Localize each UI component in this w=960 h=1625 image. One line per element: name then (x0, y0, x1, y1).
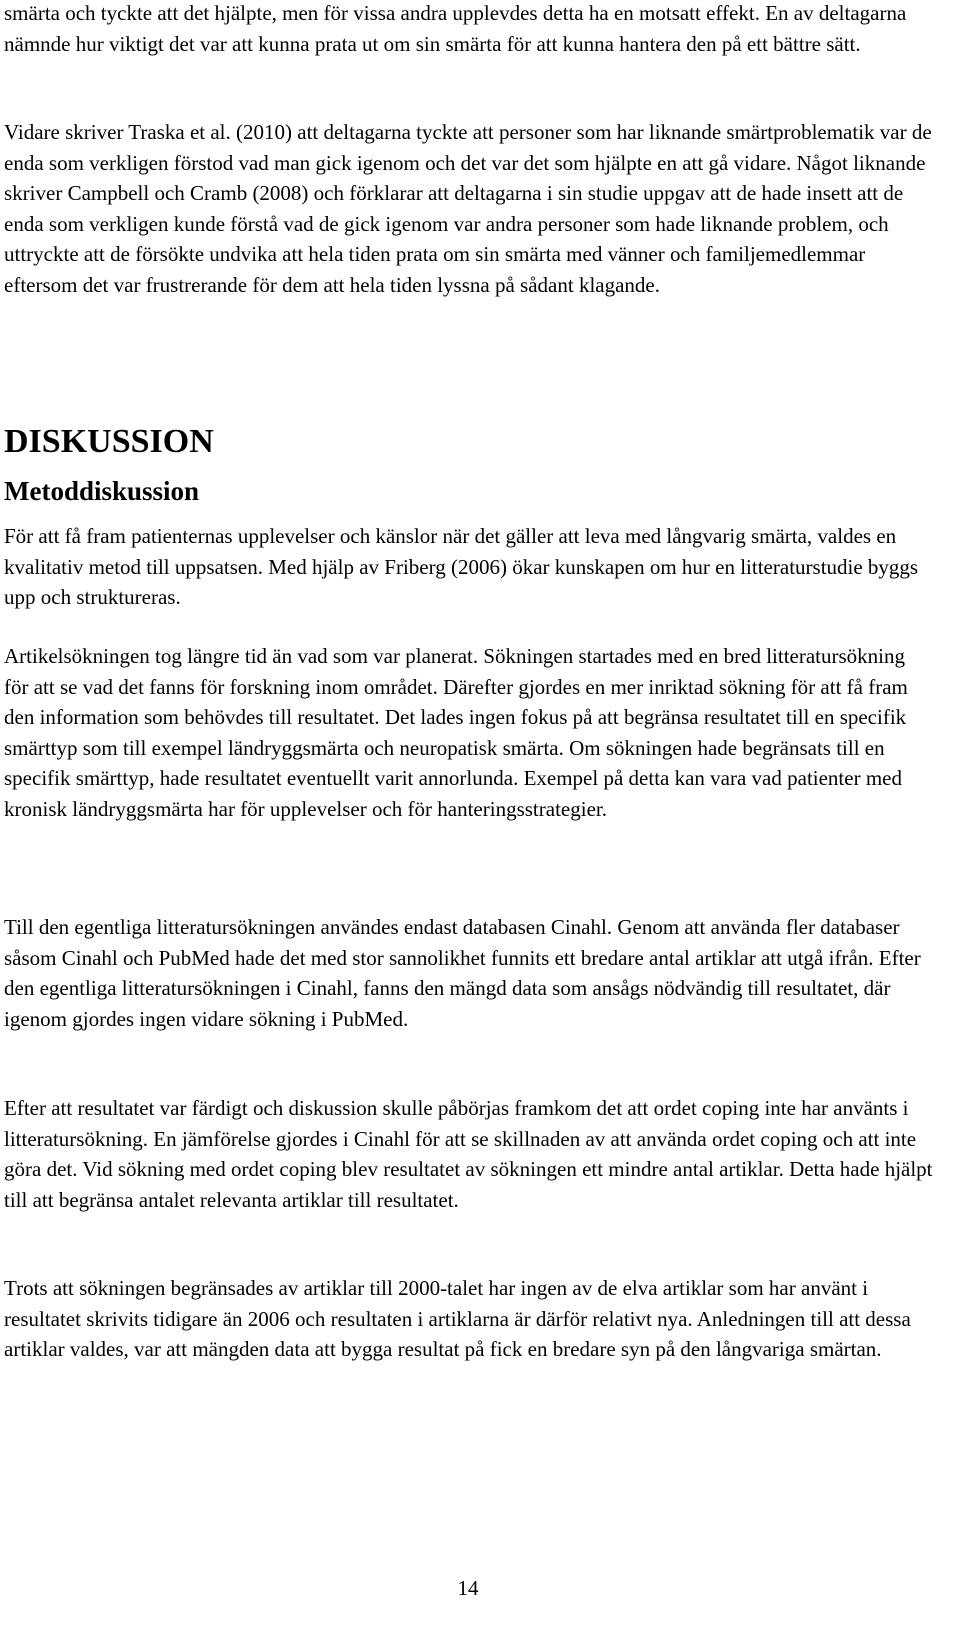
paragraph-limitation: Trots att sökningen begränsades av artiklar till 2000-talet har ingen av de elva artiklar som har använt i resultatet skrivits tidigare än 2006 och resultaten i artiklarna är därför relativt nya. Anledningen till att dessa artiklar valdes, var att mängden data att bygga resultat på fick en bredare syn på den långvariga smärtan. (4, 1276, 911, 1361)
paragraph-method: För att få fram patienternas upplevelser och känslor när det gäller att leva med långvarig smärta, valdes en kvalitativ metod till uppsatsen. Med hjälp av Friberg (2006) ökar kunskapen om hur en litteraturstudie byggs upp och struktureras. (4, 524, 919, 609)
section-heading: DISKUSSION (4, 423, 214, 460)
paragraph-traska: Vidare skriver Traska et al. (2010) att deltagarna tyckte att personer som har liknande smärtproblematik var de enda som verkligen förstod vad man gick igenom och det var det som hjälpte en att gå vidare. Något liknande skriver Campbell och Cramb (2008) och förklarar att deltagarna i sin studie uppgav att de hade insett att de enda som verkligen kunde förstå vad de gick igenom var andra personer som hade liknande problem, och uttryckte att de försökte undvika att hela tiden prata om sin smärta med vänner och familjemedlemmar eftersom det var frustrerande för dem att hela tiden lyssna på sådant klagande. (4, 120, 932, 297)
paragraph-coping: Efter att resultatet var färdigt och diskussion skulle påbörjas framkom det att ordet coping inte har använts i litteratursökning. En jämförelse gjordes i Cinahl för att se skillnaden av att använda ordet coping och att inte göra det. Vid sökning med ordet coping blev resultatet av sökningen ett mindre antal artiklar. Detta hade hjälpt till att begränsa antalet relevanta artiklar till resultatet. (4, 1096, 933, 1212)
paragraph-database: Till den egentliga litteratursökningen användes endast databasen Cinahl. Genom att använda fler databaser såsom Cinahl och PubMed hade det med stor sannolikhet funnits ett bredare antal artiklar att utgå ifrån. Efter den egentliga litteratursökningen i Cinahl, fanns den mängd data som ansågs nödvändig till resultatet, där igenom gjordes ingen vidare sökning i PubMed. (4, 915, 921, 1031)
page-number: 14 (457, 1576, 479, 1600)
subsection-heading: Metoddiskussion (4, 476, 200, 506)
paragraph-article-search: Artikelsökningen tog längre tid än vad som var planerat. Sökningen startades med en bred litteratursökning för att se vad det fanns för forskning inom området. Därefter gjordes en mer inriktad sökning för att få fram den information som behövdes till resultatet. Det lades ingen fokus på att begränsa resultatet till en specifik smärttyp som till exempel ländryggsmärta och neuropatisk smärta. Om sökningen hade begränsats till en specifik smärttyp, hade resultatet eventuellt varit annorlunda. Exempel på detta kan vara vad patienter med kronisk ländryggsmärta har för upplevelser och för hanteringsstrategier. (4, 644, 908, 821)
paragraph-results-end: smärta och tyckte att det hjälpte, men för vissa andra upplevdes detta ha en motsatt effekt. En av deltagarna nämnde hur viktigt det var att kunna prata ut om sin smärta för att kunna hantera den på ett bättre sätt. (4, 1, 907, 56)
